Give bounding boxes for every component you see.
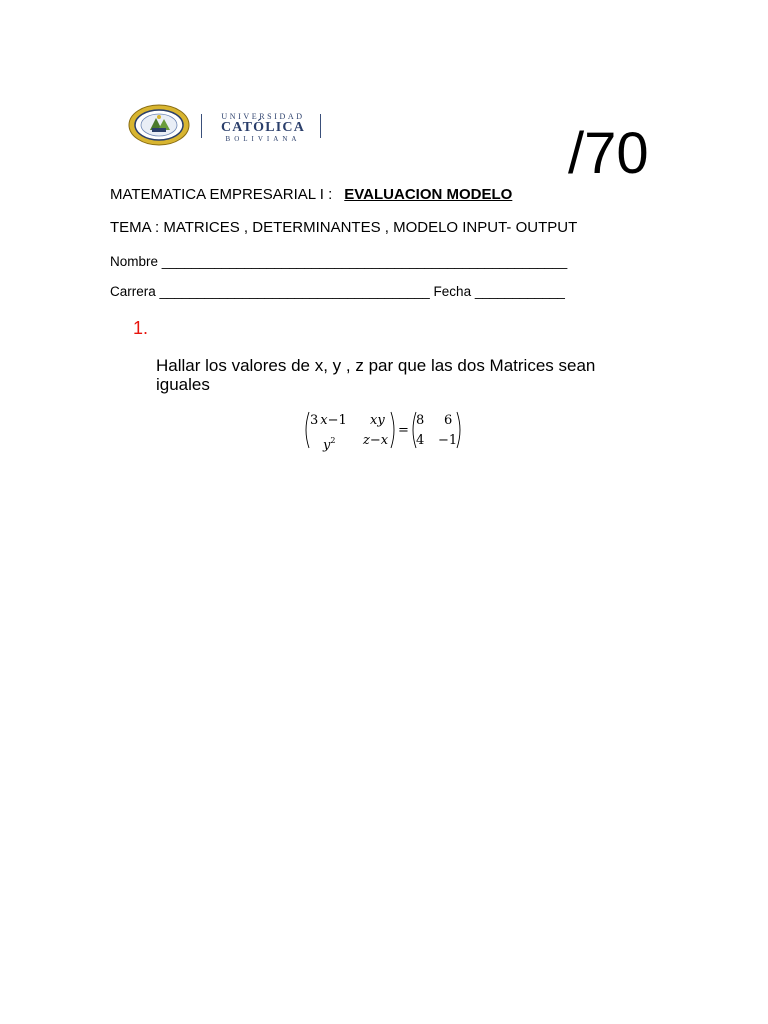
logo-wordmark (210, 112, 316, 144)
right-b11: 8 (416, 413, 425, 428)
left-a22: z−x (363, 433, 389, 448)
left-a11: 3 x−1 (310, 413, 347, 428)
question-number: 1. (133, 318, 149, 338)
course-line (110, 186, 512, 203)
topic-line: TEMA : MATRICES , DETERMINANTES , MODELO INPUT- OUTPUT (110, 219, 578, 236)
logo-line-1: UNIVERSIDAD (221, 112, 305, 121)
career-date-field[interactable]: Carrera ____________________________________ Fecha ____________ (110, 284, 565, 299)
logo-divider-left (201, 114, 202, 138)
right-b21: 4 (416, 433, 425, 448)
question-text: Hallar los valores de x, y , z par que las dos Matrices sean iguales (156, 356, 596, 394)
name-field[interactable]: Nombre ______________________________________________________ (110, 254, 568, 269)
equals-sign: = (398, 423, 409, 438)
university-seal-icon (128, 104, 190, 146)
left-matrix-open-paren (302, 411, 310, 449)
total-score: /70 (568, 121, 649, 186)
left-matrix-close-paren (390, 411, 398, 449)
course-name: MATEMATICA EMPRESARIAL I : (110, 186, 333, 203)
matrix-equation (302, 410, 468, 452)
right-b12: 6 (444, 413, 453, 428)
logo-line-2: CATÓLICA (220, 120, 306, 135)
university-logo (128, 104, 328, 148)
evaluation-title: EVALUACION MODELO (344, 186, 513, 203)
logo-line-3: BOLIVIANA (225, 135, 301, 143)
logo-divider-right (320, 114, 321, 138)
left-a12: xy (370, 413, 385, 428)
left-a21: $y^2$ (323, 436, 336, 453)
right-b22: −1 (438, 433, 458, 448)
right-matrix-close-paren (456, 411, 464, 449)
